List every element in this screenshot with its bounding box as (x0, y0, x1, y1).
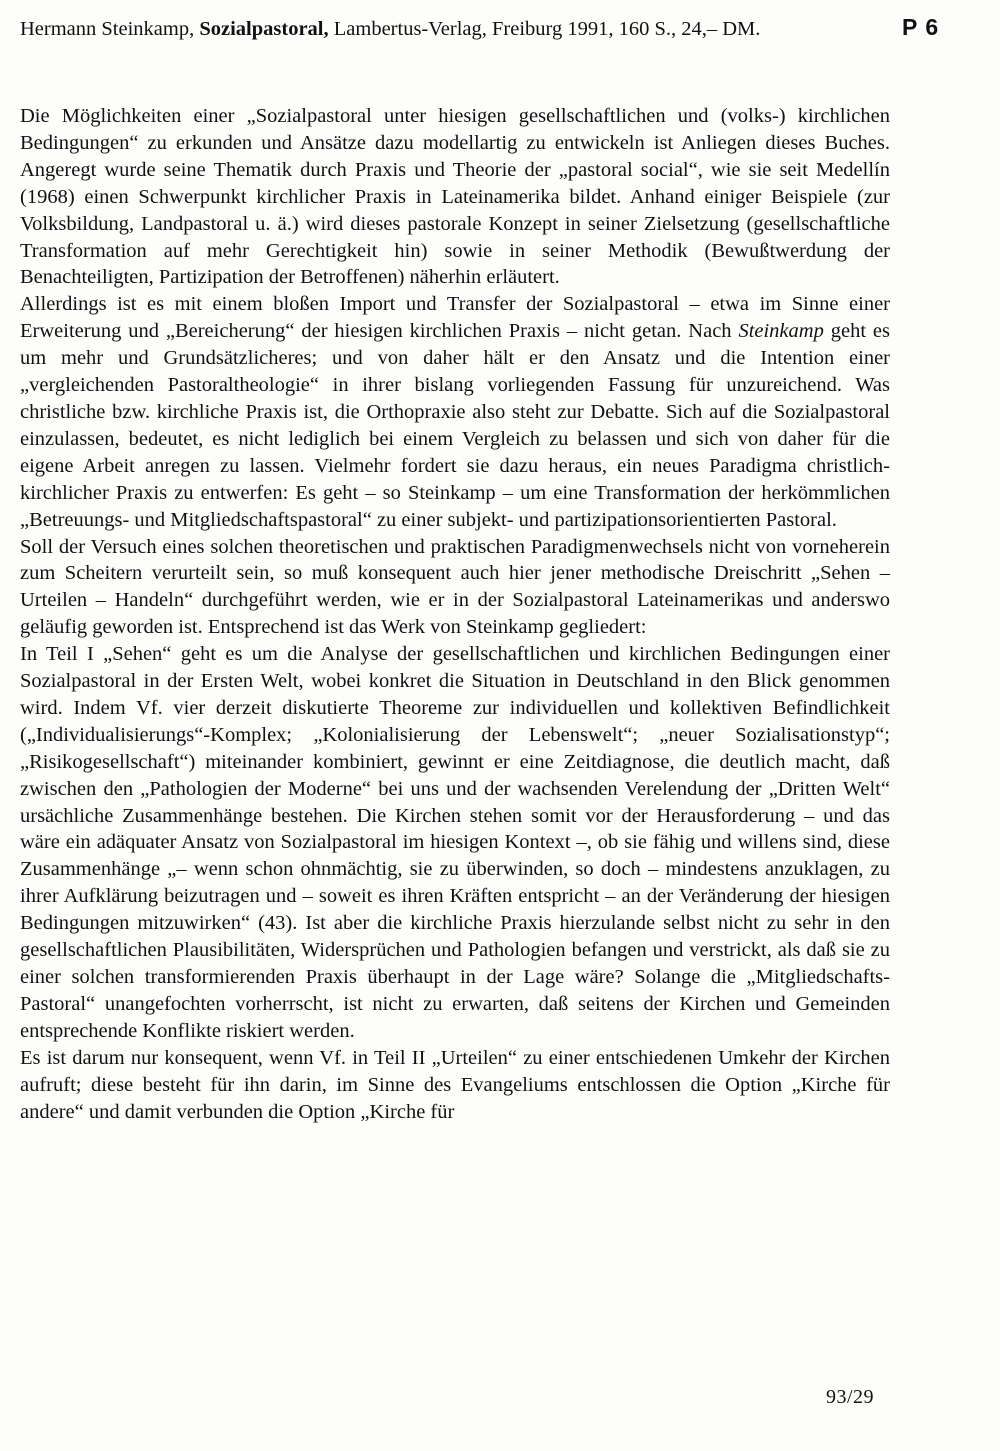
book-title: Sozialpastoral, (199, 18, 329, 40)
paragraph: In Teil I „Sehen“ geht es um die Analyse der gesellschaftlichen und kirchlichen Bedingungen einer Sozialpastoral in der Ersten Welt, wobei konkret die Situation in Deutschland in den Blick genommen wird. Indem Vf. vier derzeit diskutierte Theoreme zur individuellen und kollektiven Befindlichkeit („Individualisierungs“-Komplex; „Kolonialisierung der Lebenswelt“; „neuer Sozialisationstyp“; „Risikogesellschaft“) miteinander kombiniert, gewinnt er eine Zeitdiagnose, die deutlich macht, daß zwischen den „Pathologien der Moderne“ bei uns und der wachsenden Verelendung der „Dritten Welt“ ursächliche Zusammenhänge bestehen. Die Kirchen stehen somit vor der Herausforderung – und das wäre ein adäquater Ansatz von Sozialpastoral im hiesigen Kontext –, ob sie fähig und willens sind, diese Zusammenhänge „– wenn schon ohnmächtig, sie zu überwinden, so doch – mindestens anzuklagen, zu ihrer Aufklärung beizutragen und – soweit es ihren Kräften entspricht – an der Veränderung der hiesigen Bedingungen mitzuwirken“ (43). Ist aber die kirchliche Praxis hierzulande selbst nicht zu sehr in den gesellschaftlichen Plausibilitäten, Widersprüchen und Pathologien befangen und verstrickt, als daß sie zu einer solchen transformierenden Praxis überhaupt in der Lage wäre? Solange die „Mitgliedschafts-Pastoral“ unangefochten vorherrscht, ist nicht zu erwarten, daß seitens der Kirchen und Gemeinden entsprechende Konflikte riskiert werden. (20, 643, 890, 1042)
paragraph-text: geht es um mehr und Grundsätzlicheres; und von daher hält er den Ansatz und die Intention einer „vergleichenden Pastoraltheologie“ in ihrer bislang vorliegenden Fassung für unzureichend. Was christliche bzw. kirchliche Praxis ist, die Orthopraxie also steht zur Debatte. Sich auf die Sozialpastoral einzulassen, bedeutet, es nicht lediglich bei einem Vergleich zu belassen und sich von daher für die eigene Arbeit anregen zu lassen. Vielmehr fordert sie dazu heraus, ein neues Paradigma christlich-kirchlicher Praxis zu entwerfen: Es geht – so Steinkamp – um eine Transformation der herkömmlichen „Betreuungs- und Mitgliedschaftspastoral“ zu einer subjekt- und partizipationsorientierten Pastoral. (20, 320, 890, 531)
book-publication-info: Lambertus-Verlag, Freiburg 1991, 160 S., 24,– DM. (328, 18, 761, 40)
section-marker: P 6 (902, 14, 940, 40)
paragraph (20, 291, 890, 533)
review-text (20, 103, 890, 1125)
paragraph: Soll der Versuch eines solchen theoretischen und praktischen Paradigmenwechsels nicht von vorneherein zum Scheitern verurteilt sein, so muß konsequent auch hier jener methodische Dreischritt „Sehen – Urteilen – Handeln“ durchgeführt werden, wie er in der Sozialpastoral Lateinamerikas und anderswo geläufig geworden ist. Entsprechend ist das Werk von Steinkamp gegliedert: (20, 535, 890, 639)
paragraph-text: Allerdings ist es mit einem bloßen Import und Transfer der Sozialpastoral – etwa im Sinne einer Erweiterung und „Bereicherung“ der hiesigen kirchlichen Praxis – nicht getan. Nach (20, 293, 890, 343)
author-name-emphasis: Steinkamp (738, 320, 824, 343)
paragraph: Die Möglichkeiten einer „Sozialpastoral unter hiesigen gesellschaftlichen und (volks-) kirchlichen Bedingungen“ zu erkunden und Ansätze dazu modellartig zu entwickeln ist Anliegen dieses Buches. Angeregt wurde seine Thematik durch Praxis und Theorie der „pastoral social“, wie sie seit Medellín (1968) einen Schwerpunkt kirchlicher Praxis in Lateinamerika bildet. Anhand einiger Beispiele (zur Volksbildung, Landpastoral u. ä.) wird dieses pastorale Konzept in seiner Zielsetzung (gesellschaftliche Transformation auf mehr Gerechtigkeit hin) sowie in seiner Methodik (Bewußtwerdung der Benachteiligten, Partizipation der Betroffenen) näherhin erläutert. (20, 105, 890, 289)
book-citation (20, 16, 888, 43)
page-number: 93/29 (826, 1386, 875, 1408)
paragraph: Es ist darum nur konsequent, wenn Vf. in Teil II „Urteilen“ zu einer entschiedenen Umkehr der Kirchen aufruft; diese besteht für ihn darin, im Sinne des Evangeliums entschlossen die Option „Kirche für andere“ und damit verbunden die Option „Kirche für (20, 1046, 890, 1123)
book-author: Hermann Steinkamp, (20, 18, 200, 40)
